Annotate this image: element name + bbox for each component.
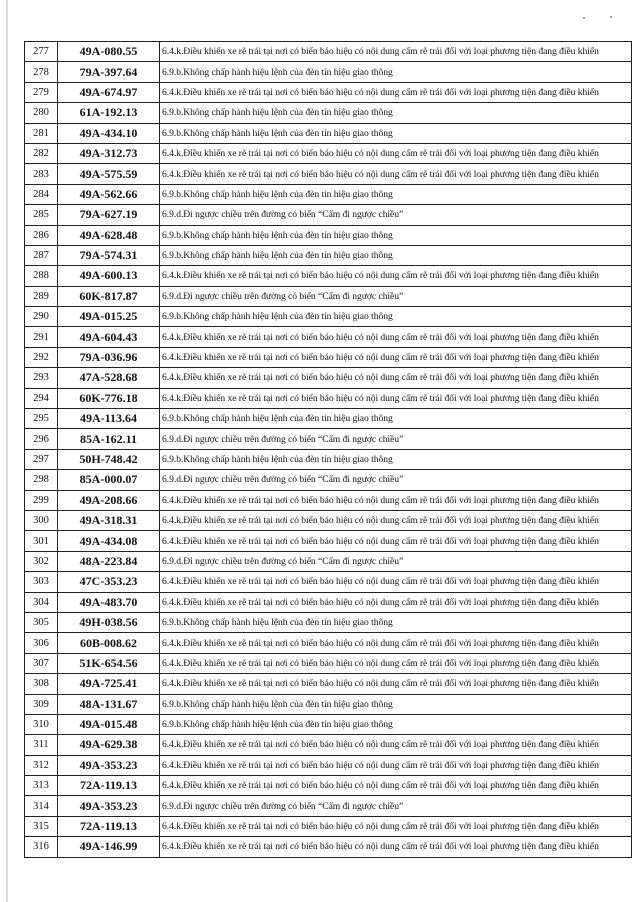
license-plate-cell: 51K-654.56 bbox=[58, 653, 160, 673]
row-number-cell: 307 bbox=[25, 653, 58, 673]
license-plate-cell: 85A-162.11 bbox=[58, 429, 160, 449]
violation-description-cell: 6.4.k.Điều khiển xe rẽ trái tại nơi có biển báo hiệu có nội dung cấm rẽ trái đối với loại phương tiện đang điều khiển bbox=[160, 164, 632, 184]
row-number-cell: 294 bbox=[25, 388, 58, 408]
license-plate-cell: 49A-434.10 bbox=[58, 123, 160, 143]
violation-description-cell: 6.4.k.Điều khiển xe rẽ trái tại nơi có biển báo hiệu có nội dung cấm rẽ trái đối với loại phương tiện đang điều khiển bbox=[160, 837, 632, 857]
table-row bbox=[25, 572, 632, 592]
violation-description-cell: 6.9.b.Không chấp hành hiệu lệnh của đèn tín hiệu giao thông bbox=[160, 612, 632, 632]
license-plate-cell: 79A-397.64 bbox=[58, 62, 160, 82]
table-row bbox=[25, 82, 632, 102]
license-plate-cell: 79A-574.31 bbox=[58, 245, 160, 265]
license-plate-cell: 85A-000.07 bbox=[58, 470, 160, 490]
violation-description-cell: 6.9.d.Đi ngược chiều trên đường có biển “Cấm đi ngược chiều” bbox=[160, 286, 632, 306]
row-number-cell: 295 bbox=[25, 409, 58, 429]
license-plate-cell: 49A-562.66 bbox=[58, 184, 160, 204]
license-plate-cell: 49A-208.66 bbox=[58, 490, 160, 510]
violation-description-cell: 6.4.k.Điều khiển xe rẽ trái tại nơi có biển báo hiệu có nội dung cấm rẽ trái đối với loại phương tiện đang điều khiển bbox=[160, 368, 632, 388]
row-number-cell: 296 bbox=[25, 429, 58, 449]
license-plate-cell: 60K-776.18 bbox=[58, 388, 160, 408]
row-number-cell: 292 bbox=[25, 347, 58, 367]
license-plate-cell: 48A-223.84 bbox=[58, 551, 160, 571]
violation-description-cell: 6.9.b.Không chấp hành hiệu lệnh của đèn tín hiệu giao thông bbox=[160, 307, 632, 327]
row-number-cell: 302 bbox=[25, 551, 58, 571]
license-plate-cell: 49A-146.99 bbox=[58, 837, 160, 857]
license-plate-cell: 47A-528.68 bbox=[58, 368, 160, 388]
table-row bbox=[25, 470, 632, 490]
table-row bbox=[25, 409, 632, 429]
row-number-cell: 297 bbox=[25, 449, 58, 469]
table-row bbox=[25, 633, 632, 653]
table-row bbox=[25, 307, 632, 327]
row-number-cell: 290 bbox=[25, 307, 58, 327]
violation-description-cell: 6.9.b.Không chấp hành hiệu lệnh của đèn tín hiệu giao thông bbox=[160, 62, 632, 82]
violation-description-cell: 6.9.d.Đi ngược chiều trên đường có biển “Cấm đi ngược chiều” bbox=[160, 470, 632, 490]
license-plate-cell: 50H-748.42 bbox=[58, 449, 160, 469]
table-row bbox=[25, 674, 632, 694]
license-plate-cell: 49A-604.43 bbox=[58, 327, 160, 347]
violation-description-cell: 6.4.k.Điều khiển xe rẽ trái tại nơi có biển báo hiệu có nội dung cấm rẽ trái đối với loại phương tiện đang điều khiển bbox=[160, 82, 632, 102]
table-row bbox=[25, 449, 632, 469]
violation-description-cell: 6.9.b.Không chấp hành hiệu lệnh của đèn tín hiệu giao thông bbox=[160, 103, 632, 123]
row-number-cell: 315 bbox=[25, 816, 58, 836]
violation-description-cell: 6.9.d.Đi ngược chiều trên đường có biển “Cấm đi ngược chiều” bbox=[160, 796, 632, 816]
license-plate-cell: 72A-119.13 bbox=[58, 776, 160, 796]
violations-table bbox=[24, 41, 632, 858]
table-row bbox=[25, 490, 632, 510]
table-row bbox=[25, 245, 632, 265]
violation-description-cell: 6.4.k.Điều khiển xe rẽ trái tại nơi có biển báo hiệu có nội dung cấm rẽ trái đối với loại phương tiện đang điều khiển bbox=[160, 776, 632, 796]
row-number-cell: 310 bbox=[25, 714, 58, 734]
license-plate-cell: 49A-353.23 bbox=[58, 796, 160, 816]
table-row bbox=[25, 42, 632, 62]
violation-description-cell: 6.4.k.Điều khiển xe rẽ trái tại nơi có biển báo hiệu có nội dung cấm rẽ trái đối với loại phương tiện đang điều khiển bbox=[160, 327, 632, 347]
row-number-cell: 277 bbox=[25, 42, 58, 62]
violation-description-cell: 6.4.k.Điều khiển xe rẽ trái tại nơi có biển báo hiệu có nội dung cấm rẽ trái đối với loại phương tiện đang điều khiển bbox=[160, 816, 632, 836]
table-row bbox=[25, 327, 632, 347]
violation-description-cell: 6.9.d.Đi ngược chiều trên đường có biển “Cấm đi ngược chiều” bbox=[160, 551, 632, 571]
row-number-cell: 291 bbox=[25, 327, 58, 347]
row-number-cell: 301 bbox=[25, 531, 58, 551]
table-row bbox=[25, 551, 632, 571]
license-plate-cell: 49A-600.13 bbox=[58, 266, 160, 286]
violation-description-cell: 6.4.k.Điều khiển xe rẽ trái tại nơi có biển báo hiệu có nội dung cấm rẽ trái đối với loại phương tiện đang điều khiển bbox=[160, 674, 632, 694]
row-number-cell: 283 bbox=[25, 164, 58, 184]
row-number-cell: 298 bbox=[25, 470, 58, 490]
violation-description-cell: 6.4.k.Điều khiển xe rẽ trái tại nơi có biển báo hiệu có nội dung cấm rẽ trái đối với loại phương tiện đang điều khiển bbox=[160, 388, 632, 408]
violation-description-cell: 6.9.b.Không chấp hành hiệu lệnh của đèn tín hiệu giao thông bbox=[160, 123, 632, 143]
license-plate-cell: 47C-353.23 bbox=[58, 572, 160, 592]
table-row bbox=[25, 103, 632, 123]
row-number-cell: 279 bbox=[25, 82, 58, 102]
license-plate-cell: 49A-725.41 bbox=[58, 674, 160, 694]
row-number-cell: 285 bbox=[25, 205, 58, 225]
license-plate-cell: 49A-015.25 bbox=[58, 307, 160, 327]
table-row bbox=[25, 531, 632, 551]
row-number-cell: 286 bbox=[25, 225, 58, 245]
license-plate-cell: 49A-318.31 bbox=[58, 510, 160, 530]
violation-description-cell: 6.4.k.Điều khiển xe rẽ trái tại nơi có biển báo hiệu có nội dung cấm rẽ trái đối với loại phương tiện đang điều khiển bbox=[160, 490, 632, 510]
violation-description-cell: 6.4.k.Điều khiển xe rẽ trái tại nơi có biển báo hiệu có nội dung cấm rẽ trái đối với loại phương tiện đang điều khiển bbox=[160, 592, 632, 612]
violation-description-cell: 6.9.b.Không chấp hành hiệu lệnh của đèn tín hiệu giao thông bbox=[160, 409, 632, 429]
row-number-cell: 312 bbox=[25, 755, 58, 775]
violation-description-cell: 6.9.b.Không chấp hành hiệu lệnh của đèn tín hiệu giao thông bbox=[160, 184, 632, 204]
row-number-cell: 287 bbox=[25, 245, 58, 265]
row-number-cell: 305 bbox=[25, 612, 58, 632]
violation-description-cell: 6.4.k.Điều khiển xe rẽ trái tại nơi có biển báo hiệu có nội dung cấm rẽ trái đối với loại phương tiện đang điều khiển bbox=[160, 510, 632, 530]
table-row bbox=[25, 205, 632, 225]
row-number-cell: 314 bbox=[25, 796, 58, 816]
table-row bbox=[25, 714, 632, 734]
table-row bbox=[25, 612, 632, 632]
table-row bbox=[25, 62, 632, 82]
table-row bbox=[25, 816, 632, 836]
violation-description-cell: 6.4.k.Điều khiển xe rẽ trái tại nơi có biển báo hiệu có nội dung cấm rẽ trái đối với loại phương tiện đang điều khiển bbox=[160, 653, 632, 673]
row-number-cell: 282 bbox=[25, 143, 58, 163]
row-number-cell: 281 bbox=[25, 123, 58, 143]
violation-description-cell: 6.9.b.Không chấp hành hiệu lệnh của đèn tín hiệu giao thông bbox=[160, 245, 632, 265]
license-plate-cell: 61A-192.13 bbox=[58, 103, 160, 123]
violation-description-cell: 6.4.k.Điều khiển xe rẽ trái tại nơi có biển báo hiệu có nội dung cấm rẽ trái đối với loại phương tiện đang điều khiển bbox=[160, 755, 632, 775]
table-row bbox=[25, 837, 632, 857]
license-plate-cell: 49A-353.23 bbox=[58, 755, 160, 775]
row-number-cell: 289 bbox=[25, 286, 58, 306]
row-number-cell: 313 bbox=[25, 776, 58, 796]
row-number-cell: 280 bbox=[25, 103, 58, 123]
license-plate-cell: 48A-131.67 bbox=[58, 694, 160, 714]
scan-speck bbox=[583, 17, 585, 19]
row-number-cell: 284 bbox=[25, 184, 58, 204]
license-plate-cell: 49A-434.08 bbox=[58, 531, 160, 551]
row-number-cell: 311 bbox=[25, 735, 58, 755]
row-number-cell: 299 bbox=[25, 490, 58, 510]
table-row bbox=[25, 225, 632, 245]
scan-edge-shadow bbox=[6, 0, 8, 902]
license-plate-cell: 49H-038.56 bbox=[58, 612, 160, 632]
license-plate-cell: 60B-008.62 bbox=[58, 633, 160, 653]
violation-description-cell: 6.9.b.Không chấp hành hiệu lệnh của đèn tín hiệu giao thông bbox=[160, 714, 632, 734]
license-plate-cell: 49A-483.70 bbox=[58, 592, 160, 612]
violation-description-cell: 6.4.k.Điều khiển xe rẽ trái tại nơi có biển báo hiệu có nội dung cấm rẽ trái đối với loại phương tiện đang điều khiển bbox=[160, 266, 632, 286]
violation-description-cell: 6.4.k.Điều khiển xe rẽ trái tại nơi có biển báo hiệu có nội dung cấm rẽ trái đối với loại phương tiện đang điều khiển bbox=[160, 531, 632, 551]
row-number-cell: 308 bbox=[25, 674, 58, 694]
row-number-cell: 288 bbox=[25, 266, 58, 286]
table-row bbox=[25, 286, 632, 306]
license-plate-cell: 60K-817.87 bbox=[58, 286, 160, 306]
license-plate-cell: 49A-080.55 bbox=[58, 42, 160, 62]
violation-description-cell: 6.9.b.Không chấp hành hiệu lệnh của đèn tín hiệu giao thông bbox=[160, 694, 632, 714]
table-row bbox=[25, 694, 632, 714]
row-number-cell: 309 bbox=[25, 694, 58, 714]
violation-description-cell: 6.4.k.Điều khiển xe rẽ trái tại nơi có biển báo hiệu có nội dung cấm rẽ trái đối với loại phương tiện đang điều khiển bbox=[160, 735, 632, 755]
table-row bbox=[25, 143, 632, 163]
scan-speck bbox=[610, 16, 612, 18]
license-plate-cell: 49A-628.48 bbox=[58, 225, 160, 245]
license-plate-cell: 72A-119.13 bbox=[58, 816, 160, 836]
license-plate-cell: 49A-674.97 bbox=[58, 82, 160, 102]
license-plate-cell: 49A-113.64 bbox=[58, 409, 160, 429]
table-row bbox=[25, 164, 632, 184]
table-row bbox=[25, 735, 632, 755]
license-plate-cell: 79A-036.96 bbox=[58, 347, 160, 367]
row-number-cell: 293 bbox=[25, 368, 58, 388]
table-row bbox=[25, 429, 632, 449]
table-row bbox=[25, 796, 632, 816]
table-row bbox=[25, 776, 632, 796]
violations-table-body bbox=[25, 42, 632, 858]
table-row bbox=[25, 266, 632, 286]
violation-description-cell: 6.4.k.Điều khiển xe rẽ trái tại nơi có biển báo hiệu có nội dung cấm rẽ trái đối với loại phương tiện đang điều khiển bbox=[160, 633, 632, 653]
violation-description-cell: 6.9.d.Đi ngược chiều trên đường có biển “Cấm đi ngược chiều” bbox=[160, 429, 632, 449]
table-row bbox=[25, 123, 632, 143]
row-number-cell: 303 bbox=[25, 572, 58, 592]
table-row bbox=[25, 592, 632, 612]
row-number-cell: 300 bbox=[25, 510, 58, 530]
row-number-cell: 306 bbox=[25, 633, 58, 653]
row-number-cell: 304 bbox=[25, 592, 58, 612]
violation-description-cell: 6.4.k.Điều khiển xe rẽ trái tại nơi có biển báo hiệu có nội dung cấm rẽ trái đối với loại phương tiện đang điều khiển bbox=[160, 572, 632, 592]
violation-description-cell: 6.9.b.Không chấp hành hiệu lệnh của đèn tín hiệu giao thông bbox=[160, 449, 632, 469]
table-row bbox=[25, 368, 632, 388]
row-number-cell: 278 bbox=[25, 62, 58, 82]
table-row bbox=[25, 510, 632, 530]
license-plate-cell: 79A-627.19 bbox=[58, 205, 160, 225]
license-plate-cell: 49A-015.48 bbox=[58, 714, 160, 734]
table-row bbox=[25, 347, 632, 367]
violation-description-cell: 6.4.k.Điều khiển xe rẽ trái tại nơi có biển báo hiệu có nội dung cấm rẽ trái đối với loại phương tiện đang điều khiển bbox=[160, 347, 632, 367]
license-plate-cell: 49A-312.73 bbox=[58, 143, 160, 163]
table-row bbox=[25, 653, 632, 673]
table-row bbox=[25, 388, 632, 408]
violation-description-cell: 6.9.b.Không chấp hành hiệu lệnh của đèn tín hiệu giao thông bbox=[160, 225, 632, 245]
license-plate-cell: 49A-629.38 bbox=[58, 735, 160, 755]
license-plate-cell: 49A-575.59 bbox=[58, 164, 160, 184]
table-row bbox=[25, 755, 632, 775]
table-row bbox=[25, 184, 632, 204]
violation-description-cell: 6.4.k.Điều khiển xe rẽ trái tại nơi có biển báo hiệu có nội dung cấm rẽ trái đối với loại phương tiện đang điều khiển bbox=[160, 143, 632, 163]
violation-description-cell: 6.4.k.Điều khiển xe rẽ trái tại nơi có biển báo hiệu có nội dung cấm rẽ trái đối với loại phương tiện đang điều khiển bbox=[160, 42, 632, 62]
violation-description-cell: 6.9.d.Đi ngược chiều trên đường có biển “Cấm đi ngược chiều” bbox=[160, 205, 632, 225]
row-number-cell: 316 bbox=[25, 837, 58, 857]
